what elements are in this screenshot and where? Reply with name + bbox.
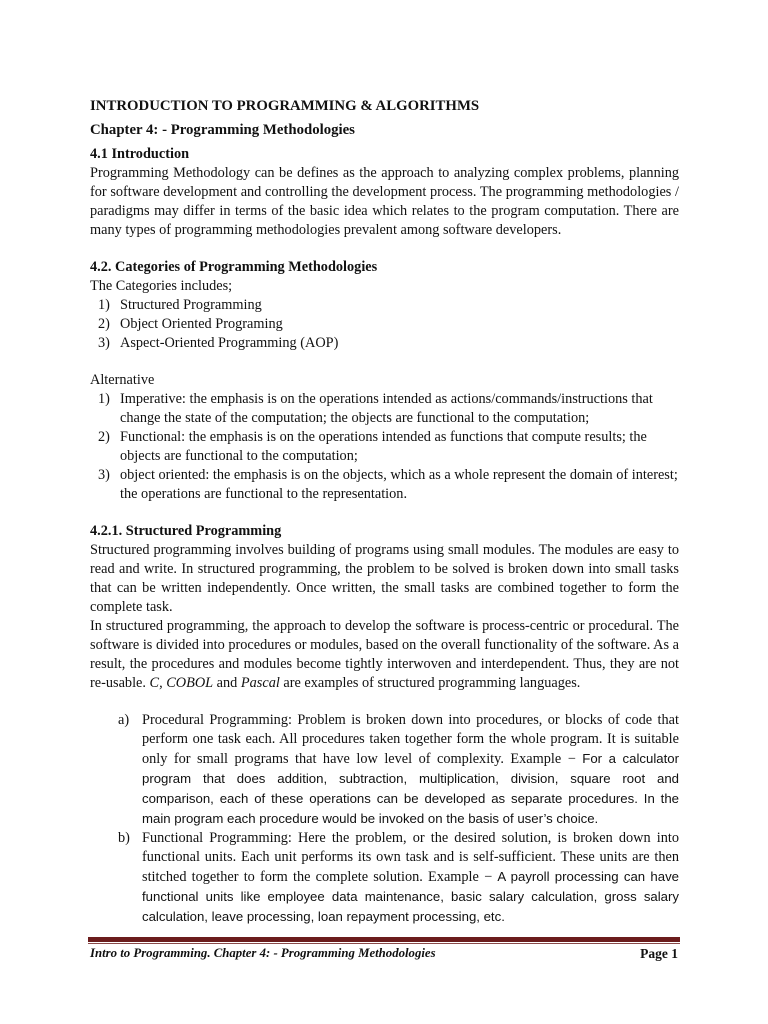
section-heading-4-1: 4.1 Introduction	[90, 146, 190, 162]
section-heading-4-2-1: 4.2.1. Structured Programming	[90, 523, 282, 539]
list-item: 2) Object Oriented Programing	[98, 316, 283, 332]
chapter-title: Chapter 4: - Programming Methodologies	[90, 122, 355, 138]
footer-title: Intro to Programming. Chapter 4: - Programming Methodologies	[90, 946, 436, 960]
list-item: a) Procedural Programming: Problem is broken down into procedures, or blocks of code that perform one task each. All procedures taken together form the whole program. It is suitable only for small programs that have low level of complexity. Example − For a calculator program that does addition, subtraction, multiplication, division, square root and comparison, each of these operations can be developed as separate procedures. In the main program each procedure would be invoked on the basis of user’s choice.	[118, 712, 679, 826]
categories-intro: The Categories includes;	[90, 278, 233, 294]
page-number: Page 1	[640, 946, 678, 961]
intro-paragraph: Programming Methodology can be defines as the approach to analyzing complex problems, planning for software development and controlling the development process. The programming methodologies / paradigms may differ in terms of the basic idea which relates to the program computation. There are many types of programming methodologies prevalent among software developers.	[90, 165, 679, 238]
document-page	[90, 97, 679, 927]
list-item: 1) Structured Programming	[98, 297, 262, 313]
list-item: 3) object oriented: the emphasis is on the objects, which as a whole represent the domain of interest; the operations are functional to the representation.	[98, 467, 678, 502]
structured-types-list	[90, 711, 679, 927]
alternative-label: Alternative	[90, 372, 155, 388]
document-title: INTRODUCTION TO PROGRAMMING & ALGORITHMS	[90, 98, 480, 114]
structured-paragraph-2: In structured programming, the approach to develop the software is process-centric or procedural. The software is divided into procedures or modules, based on the overall functionality of the software. As a result, the procedures and modules become tightly interwoven and interdependent. Thus, they are not re-usable. C, COBOL and Pascal are examples of structured programming languages.	[90, 618, 679, 691]
list-item: 1) Imperative: the emphasis is on the operations intended as actions/commands/instructions that change the state of the computation; the objects are functional to the computation;	[98, 391, 653, 426]
categories-list	[90, 296, 679, 353]
list-item: 2) Functional: the emphasis is on the operations intended as functions that compute results; the objects are functional to the computation;	[98, 429, 647, 464]
list-item: 3) Aspect-Oriented Programming (AOP)	[98, 335, 339, 351]
list-item: b) Functional Programming: Here the problem, or the desired solution, is broken down into functional units. Each unit performs its own task and is self-sufficient. These units are then stitched together to form the complete solution. Example − A payroll processing can have functional units like employee data maintenance, basic salary calculation, gross salary calculation, leave processing, loan repayment processing, etc.	[118, 830, 679, 924]
footer-divider	[88, 937, 680, 942]
alternative-list	[90, 390, 679, 504]
section-heading-4-2: 4.2. Categories of Programming Methodologies	[90, 259, 378, 275]
structured-paragraph-1: Structured programming involves building of programs using small modules. The modules are easy to read and write. In structured programming, the problem to be solved is broken down into small tasks that can be written independently. Once written, the small tasks are combined together to form the complete task.	[90, 542, 679, 615]
